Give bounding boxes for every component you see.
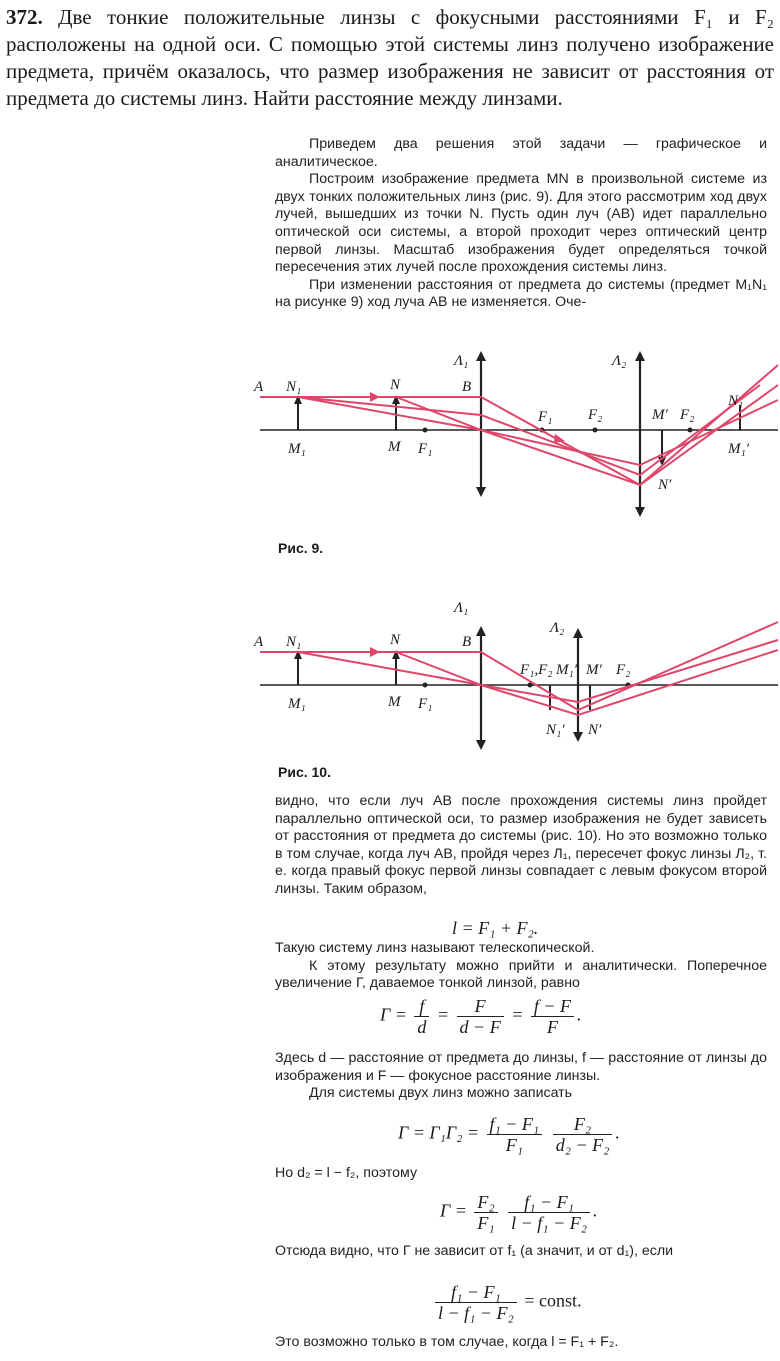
label-f1: F₁ xyxy=(418,441,433,457)
solution-final xyxy=(275,1334,767,1352)
label-a-10: A xyxy=(254,634,264,650)
formula-const: $\frac{\text{f₁ − F₁}}{\text{l − f₁ − F₂}}$ = const. xyxy=(432,1282,581,1323)
solution-para-11: Это возможно только в том случае, когда l = F₁ + F₂. xyxy=(275,1334,619,1350)
label-b: B xyxy=(462,379,472,395)
formula-gamma: Г = $\frac{\text{F₂}}{\text{F₁}}$ $\frac{\text{f₁ − F₁}}{\text{l − f₁ − F₂}}$ . xyxy=(440,1192,598,1233)
solution-para-4: видно, что если луч AB после прохождения системы линз пройдет параллельно оптической оси, то размер изображения не будет зависеть от расстояния от предмета до системы (рис. 10). Но это возможно только в том случае, когда луч AB, пройдя через Л₁, пересечет фокус линзы Л₂, т. е. когда правый фокус первой линзы совпадает с левым фокусом второй линзы. Таким образом, xyxy=(275,793,767,897)
figure-10 xyxy=(250,600,780,760)
solution-para-5: Такую систему линз называют телескопической. xyxy=(275,940,595,956)
label-m-10: M xyxy=(388,694,401,710)
formula-magnification: Г = $\frac{f}{d}$ = $\frac{F}{d - F}$ = $\frac{f - F}{F}$ . xyxy=(380,996,582,1037)
solution-para-7: Здесь d — расстояние от предмета до линзы, f — расстояние от линзы до изображения и F — фокусное расстояние линзы. xyxy=(275,1050,767,1084)
label-n1: N₁ xyxy=(286,379,302,395)
label-n1p-10: N₁′ xyxy=(546,722,565,738)
label-mp: M′ xyxy=(652,407,668,423)
solution-para-9: Но d₂ = l − f₂, поэтому xyxy=(275,1165,418,1181)
label-a: A xyxy=(254,379,264,395)
caption-fig-10: Рис. 10. xyxy=(278,764,331,780)
label-f2-right: F₂ xyxy=(680,407,695,423)
formula-two-lenses: Г = Г₁Г₂ = $\frac{\text{f₁ − F₁}}{\text{F₁}}$ $\frac{\text{F₂}}{\text{d₂ − F₂}}$ . xyxy=(398,1114,620,1155)
formula-l: l = F₁ + F₂. xyxy=(452,918,539,938)
label-b-10: B xyxy=(462,634,472,650)
solution-para-10: Отсюда видно, что Г не зависит от f₁ (а значит, и от d₁), если xyxy=(275,1243,674,1259)
label-n-10: N xyxy=(390,632,401,648)
label-np-10: N′ xyxy=(588,722,602,738)
problem-statement xyxy=(6,4,774,112)
solution-para-1: Приведем два решения этой задачи — графическое и аналитическое. xyxy=(275,136,767,170)
caption-fig-9: Рис. 9. xyxy=(278,540,324,556)
solution-bottom xyxy=(275,793,767,899)
label-m1-10: M₁ xyxy=(288,696,306,712)
label-f2: F₂ xyxy=(588,407,603,423)
solution-defs xyxy=(275,1050,767,1103)
label-f2-10: F₂ xyxy=(616,662,631,678)
label-n1-10: N₁ xyxy=(286,634,302,650)
label-mp-10: M′ xyxy=(586,662,602,678)
label-m: M xyxy=(388,439,401,455)
label-lens2: Λ₂ xyxy=(612,353,627,369)
label-np: N′ xyxy=(658,477,672,493)
label-f1-10: F₁ xyxy=(418,696,433,712)
ray-ab xyxy=(260,365,778,485)
problem-text: Две тонкие положительные линзы с фокусными расстояниями F₁ и F₂ расположены на одной оси. С помощью этой системы линз получено изображение предмета, причём оказалось, что размер изображения не зависит от расстояния от предмета до системы линз. Найти расстояние между линзами. xyxy=(6,5,774,110)
label-m1p-10: M₁′ xyxy=(556,662,577,678)
solution-para-8: Для системы двух линз можно записать xyxy=(309,1085,573,1102)
solution-d2 xyxy=(275,1165,767,1183)
solution-para-6: К этому результату можно прийти и аналитически. Поперечное увеличение Г, даваемое тонкой линзой, равно xyxy=(275,957,767,992)
label-m1: M₁ xyxy=(288,441,306,457)
solution-mid xyxy=(275,940,767,993)
label-n1-right: N₁ xyxy=(728,393,744,409)
label-lens1-10: Λ₁ xyxy=(454,600,469,616)
label-lens1: Λ₁ xyxy=(454,353,469,369)
solution-para-3: При изменении расстояния от предмета до системы (предмет M₁N₁ на рисунке 9) ход луча AB не изменяется. Оче- xyxy=(275,276,767,311)
label-m1p: M₁′ xyxy=(728,441,749,457)
solution-conclusion xyxy=(275,1243,767,1261)
solution-para-2: Построим изображение предмета MN в произвольной системе из двух тонких положительных линз (рис. 9). Для этого рассмотрим ход двух лучей, вышедших из точки N. Пусть один луч (AB) идет параллельно оптической оси системы, а второй проходит через оптический центр первой линзы. Масштаб изображения будет определяться точкой пересечения этих лучей после прохождения системы линз. xyxy=(275,171,767,276)
figure-9 xyxy=(250,345,780,525)
label-f1f2-10: F₁,F₂ xyxy=(520,662,553,678)
solution-top xyxy=(275,136,767,312)
label-n: N xyxy=(390,377,401,393)
label-f1-right: F₁ xyxy=(538,409,553,425)
label-lens2-10: Λ₂ xyxy=(550,620,565,636)
problem-number: 372. xyxy=(6,5,43,29)
